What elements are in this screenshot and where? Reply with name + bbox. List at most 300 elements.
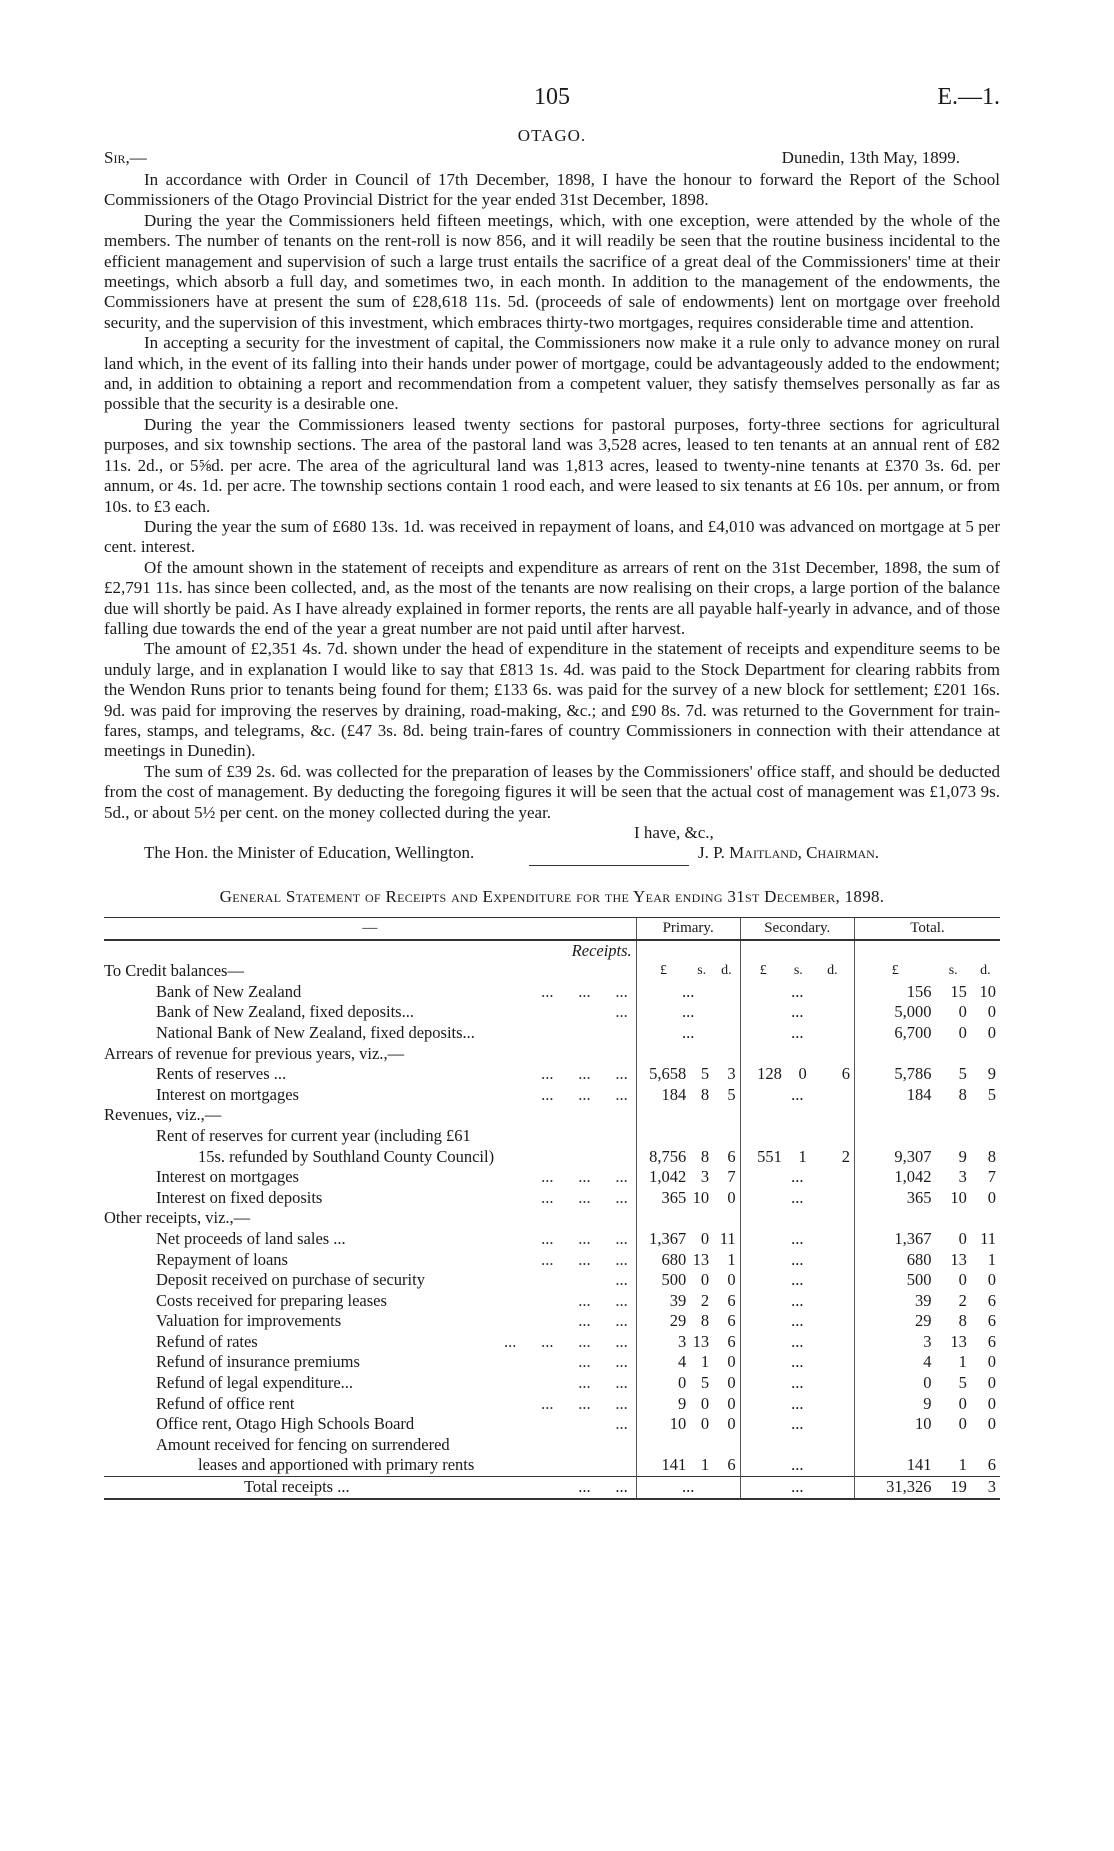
header-total: Total. <box>854 918 1000 940</box>
letter-body <box>104 170 1000 823</box>
total-pence: 10 <box>979 981 996 1001</box>
total-shillings: 13 <box>950 1249 967 1269</box>
total-pence: 9 <box>987 1064 996 1084</box>
leader-dots: ... ... ... <box>541 1064 628 1084</box>
secondary-value: ... <box>740 1023 854 1044</box>
secondary-value: ... <box>740 1394 854 1415</box>
total-shillings: 0 <box>958 1270 967 1290</box>
primary-pence <box>713 1044 740 1065</box>
leader-dots: ... <box>615 1002 628 1022</box>
secondary-pounds <box>740 1126 786 1147</box>
secondary-pence <box>811 1105 855 1126</box>
total-pounds: 10 <box>854 1414 935 1435</box>
row-label-text: Net proceeds of land sales ... <box>156 1228 346 1248</box>
statement-table <box>104 917 1000 1520</box>
secondary-shillings <box>786 1208 811 1229</box>
secondary-shillings: 0 <box>798 1064 807 1084</box>
paragraph: The amount of £2,351 4s. 7d. shown under the head of expenditure in the statement of receipts and expenditure seems to be unduly large, and in explanation I would like to say that £813 1s. 4d. was paid to the Stock Department for clearing rabbits from the Wendon Runs prior to tenants being found for them; £133 6s. was paid for the survey of a new block for settlement; £201 16s. 9d. was paid for improving the reserves by draining, road-making, &c.; and £90 8s. 7d. was returned to the Government for train-fares, stamps, and telegrams, &c. (£47 3s. 8d. being train-fares of country Commissioners in connection with their attendance at meetings in Dunedin). <box>104 639 1000 761</box>
primary-pounds <box>636 1435 690 1456</box>
letter-heading <box>104 148 1000 170</box>
total-pounds: 29 <box>854 1311 935 1332</box>
table-row <box>104 1044 1000 1065</box>
total-pence: 6 <box>987 1290 996 1310</box>
table-row <box>104 1064 1000 1085</box>
primary-value: ... <box>636 982 740 1003</box>
primary-pence: 0 <box>727 1352 736 1372</box>
primary-shillings: 10 <box>692 1187 710 1207</box>
table-row <box>104 1373 1000 1394</box>
total-shillings: 1 <box>958 1352 967 1372</box>
total-pence: 6 <box>987 1331 996 1351</box>
total-pence <box>971 1208 1000 1229</box>
row-label <box>104 961 636 982</box>
table-row <box>104 1126 1000 1147</box>
leader-dots: ... ... ... ... <box>503 1331 628 1351</box>
secondary-shillings <box>786 1105 811 1126</box>
primary-shillings: 13 <box>692 1249 710 1269</box>
table-row <box>104 1023 1000 1044</box>
total-shillings: 5 <box>958 1064 967 1084</box>
table-row <box>104 1455 1000 1476</box>
total-shillings: 9 <box>958 1146 967 1166</box>
secondary-value: ... <box>740 1250 854 1271</box>
primary-pence: 6 <box>727 1311 736 1331</box>
row-label <box>104 1291 636 1312</box>
closing-phrase: I have, &c., <box>634 823 714 842</box>
secondary-value: ... <box>740 1085 854 1106</box>
row-label <box>104 1250 636 1271</box>
total-pounds <box>854 1126 935 1147</box>
primary-shillings: 8 <box>700 1146 710 1166</box>
row-label <box>104 1373 636 1394</box>
total-shillings: 1 <box>958 1455 967 1475</box>
primary-pounds <box>636 1044 690 1065</box>
primary-shillings: 1 <box>700 1352 710 1372</box>
primary-shillings <box>690 1044 713 1065</box>
total-pounds: 5,000 <box>854 1002 935 1023</box>
primary-pounds: 365 <box>636 1188 690 1209</box>
total-pounds: 9,307 <box>854 1147 935 1168</box>
total-pence: 3 <box>971 1477 1000 1499</box>
secondary-pence <box>811 1208 855 1229</box>
bottom-rule <box>104 1499 1000 1521</box>
primary-pence: 0 <box>727 1373 736 1393</box>
paragraph: Of the amount shown in the statement of receipts and expenditure as arrears of rent on the 31st December, 1898, the sum of £2,791 11s. has since been collected, and, as the most of the tenants are now realising on their crops, a large portion of the balance due will shortly be paid. As I have already explained in former reports, the rents are all payable half-yearly in advance, and of those falling due towards the end of the year a great number are not paid until after harvest. <box>104 557 1000 638</box>
total-pence: 0 <box>987 1270 996 1290</box>
row-label-text: 15s. refunded by Southland County Council) <box>198 1146 495 1166</box>
primary-pence: 3 <box>727 1064 736 1084</box>
row-label <box>104 1311 636 1332</box>
row-label-text: Arrears of revenue for previous years, viz.,— <box>104 1043 405 1063</box>
table-row <box>104 1311 1000 1332</box>
primary-pounds: 5,658 <box>636 1064 690 1085</box>
table-row <box>104 1414 1000 1435</box>
row-label-text: Interest on mortgages <box>156 1167 299 1187</box>
table-row <box>104 961 1000 982</box>
row-label-text: Refund of office rent <box>156 1393 295 1413</box>
row-label-text: Repayment of loans <box>156 1249 288 1269</box>
secondary-value: ... <box>740 1455 854 1476</box>
table-row <box>104 1167 1000 1188</box>
primary-shillings <box>690 1126 713 1147</box>
total-pence <box>971 1126 1000 1147</box>
secondary-pounds <box>740 1435 786 1456</box>
leader-dots: ... ... ... <box>541 981 628 1001</box>
header-secondary: Secondary. <box>740 918 854 940</box>
total-label-text: Total receipts ... <box>244 1477 350 1497</box>
leader-dots: ... ... ... <box>541 1187 628 1207</box>
paragraph: During the year the Commissioners leased twenty sections for pastoral purposes, forty-three sections for agricultural purposes, and six township sections. The area of the pastoral land was 3,528 acres, leased to ten tenants at an annual rent of £82 11s. 2d., or 5⅝d. per acre. The area of the agricultural land was 1,813 acres, leased to twenty-nine tenants at £370 3s. 6d. per annum, or 4s. 1d. per acre. The township sections contain 1 rood each, and were leased to six tenants at £6 10s. per annum, or from 10s. to £3 each. <box>104 414 1000 516</box>
leader-dots: ... ... ... <box>541 1167 628 1187</box>
total-secondary: ... <box>740 1477 854 1499</box>
total-shillings: 13 <box>950 1331 967 1351</box>
row-label <box>104 982 636 1003</box>
primary-shillings: 5 <box>700 1064 710 1084</box>
secondary-pounds <box>740 1044 786 1065</box>
primary-pounds-unit: £ <box>636 961 690 982</box>
total-shillings <box>936 1126 971 1147</box>
total-pence <box>971 1044 1000 1065</box>
row-label <box>104 1105 636 1126</box>
total-shillings: 0 <box>958 1002 967 1022</box>
table-row <box>104 1147 1000 1168</box>
header-primary: Primary. <box>636 918 740 940</box>
primary-shillings: 0 <box>700 1414 710 1434</box>
secondary-value: ... <box>740 1291 854 1312</box>
row-label-text: leases and apportioned with primary rents <box>198 1455 475 1475</box>
table-row <box>104 1105 1000 1126</box>
primary-shillings <box>690 1208 713 1229</box>
total-pounds: 156 <box>854 982 935 1003</box>
total-pence <box>971 1435 1000 1456</box>
primary-pence: 6 <box>727 1290 736 1310</box>
row-label-text: To Credit balances— <box>104 961 244 981</box>
total-pounds <box>854 1044 935 1065</box>
total-shillings: 0 <box>958 1414 967 1434</box>
primary-shillings: 8 <box>700 1311 710 1331</box>
total-pounds: 1,367 <box>854 1229 935 1250</box>
row-label <box>104 1147 636 1168</box>
total-pounds: 39 <box>854 1291 935 1312</box>
total-pounds: 6,700 <box>854 1023 935 1044</box>
table-row <box>104 1208 1000 1229</box>
leader-dots: ... ... ... <box>541 1228 628 1248</box>
paragraph: The sum of £39 2s. 6d. was collected for the preparation of leases by the Commissioners' office staff, and should be deducted from the cost of management. By deducting the foregoing figures it will be seen that the actual cost of management was £1,073 9s. 5d., or about 5½ per cent. on the money collected during the year. <box>104 761 1000 822</box>
secondary-value: ... <box>740 1332 854 1353</box>
primary-pounds: 184 <box>636 1085 690 1106</box>
primary-pounds <box>636 1126 690 1147</box>
total-shillings: 10 <box>950 1187 967 1207</box>
row-label-text: Refund of rates <box>156 1331 258 1351</box>
addressee: The Hon. the Minister of Education, Wellington. <box>144 843 475 862</box>
primary-pence-unit: d. <box>721 963 732 979</box>
total-pence: 1 <box>987 1249 996 1269</box>
table-row <box>104 1394 1000 1415</box>
secondary-value: ... <box>740 982 854 1003</box>
leader-dots: ... <box>615 1414 628 1434</box>
place-date: Dunedin, 13th May, 1899. <box>781 148 960 167</box>
region-title: OTAGO. <box>517 126 587 145</box>
primary-pence: 0 <box>727 1393 736 1413</box>
primary-shillings: 8 <box>700 1084 710 1104</box>
table-row <box>104 982 1000 1003</box>
row-label-text: Costs received for preparing leases <box>156 1290 387 1310</box>
leader-dots: ... ... <box>578 1311 628 1331</box>
primary-shillings: 2 <box>700 1290 710 1310</box>
row-label <box>104 1435 636 1456</box>
total-pounds <box>854 1105 935 1126</box>
row-label <box>104 1044 636 1065</box>
total-shillings <box>936 1208 971 1229</box>
header-blank: — <box>104 918 636 940</box>
secondary-value: ... <box>740 1311 854 1332</box>
total-shillings: 0 <box>958 1393 967 1413</box>
primary-shillings <box>690 1105 713 1126</box>
total-shillings: 2 <box>958 1290 967 1310</box>
primary-pounds: 141 <box>636 1455 690 1476</box>
primary-pounds: 9 <box>636 1394 690 1415</box>
secondary-pounds <box>740 1105 786 1126</box>
primary-pence: 0 <box>727 1414 736 1434</box>
divider <box>104 1499 1000 1521</box>
primary-pence <box>713 1208 740 1229</box>
row-label-text: Valuation for improvements <box>156 1311 342 1331</box>
section-label: Receipts. <box>571 940 632 960</box>
primary-pounds: 3 <box>636 1332 690 1353</box>
primary-shillings: 0 <box>700 1270 710 1290</box>
table-row <box>104 1188 1000 1209</box>
primary-pounds: 29 <box>636 1311 690 1332</box>
primary-pence: 5 <box>727 1084 736 1104</box>
document-page <box>104 74 1000 1520</box>
primary-pence <box>713 1105 740 1126</box>
total-pence: 7 <box>987 1167 996 1187</box>
secondary-shillings: 1 <box>798 1146 807 1166</box>
total-primary: ... <box>636 1477 740 1499</box>
page-header <box>104 74 1000 114</box>
primary-pounds <box>636 1208 690 1229</box>
total-pounds: 500 <box>854 1270 935 1291</box>
total-pounds <box>854 1208 935 1229</box>
table-row <box>104 1332 1000 1353</box>
total-pounds: 9 <box>854 1394 935 1415</box>
statement-title: General Statement of Receipts and Expenditure for the Year ending 31st December, 1898. <box>219 887 885 906</box>
row-label-text: National Bank of New Zealand, fixed deposits... <box>156 1022 475 1042</box>
total-pence: 8 <box>987 1146 996 1166</box>
letter-closing <box>104 823 1000 863</box>
row-label-text: Bank of New Zealand, fixed deposits... <box>156 1002 414 1022</box>
primary-pence: 6 <box>727 1146 736 1166</box>
total-shillings: 0 <box>958 1022 967 1042</box>
total-pence-unit: d. <box>980 963 991 979</box>
leader-dots: ... ... <box>578 1477 628 1497</box>
primary-pounds: 8,756 <box>636 1147 690 1168</box>
row-label <box>104 1352 636 1373</box>
row-label-text: Interest on mortgages <box>156 1084 299 1104</box>
secondary-value: ... <box>740 1352 854 1373</box>
total-shillings: 8 <box>958 1084 967 1104</box>
secondary-shillings <box>786 1435 811 1456</box>
table-row <box>104 1085 1000 1106</box>
total-shillings-unit: s. <box>948 963 958 979</box>
secondary-shillings-unit: s. <box>793 963 803 979</box>
primary-pence: 0 <box>727 1270 736 1290</box>
row-label <box>104 1332 636 1353</box>
secondary-value: ... <box>740 1373 854 1394</box>
total-pounds: 3 <box>854 1332 935 1353</box>
document-code: E.—1. <box>937 84 1000 110</box>
table-row <box>104 1002 1000 1023</box>
secondary-pounds <box>740 1208 786 1229</box>
row-label <box>104 1064 636 1085</box>
page-number: 105 <box>534 84 570 110</box>
row-label-text: Other receipts, viz.,— <box>104 1208 251 1228</box>
row-label <box>104 1188 636 1209</box>
paragraph: During the year the Commissioners held fifteen meetings, which, with one exception, were attended by the whole of the members. The number of tenants on the rent-roll is now 856, and it will readily be seen that the routine business incidental to the efficient management and supervision of such a large trust entails the sacrifice of a great deal of the Commissioners' time at their meetings, which absorb a full day, and sometimes two, in each month. In addition to the management of the endowments, the Commissioners have at present the sum of £28,618 11s. 5d. (proceeds of sale of endowments) lent on mortgage over freehold security, and the supervision of this investment, which embraces thirty-two mortgages, requires considerable time and attention. <box>104 210 1000 332</box>
leader-dots: ... ... ... <box>541 1084 628 1104</box>
primary-shillings: 3 <box>700 1167 710 1187</box>
total-shillings <box>936 1105 971 1126</box>
total-shillings: 5 <box>958 1373 967 1393</box>
total-pounds: 680 <box>854 1250 935 1271</box>
total-pounds: 0 <box>854 1373 935 1394</box>
total-pence: 0 <box>987 1373 996 1393</box>
leader-dots: ... <box>615 1270 628 1290</box>
primary-shillings: 0 <box>700 1228 710 1248</box>
row-label <box>104 1270 636 1291</box>
primary-pounds: 500 <box>636 1270 690 1291</box>
primary-value: ... <box>636 1002 740 1023</box>
total-shillings: 0 <box>958 1228 967 1248</box>
primary-pence: 0 <box>727 1187 736 1207</box>
secondary-pence-unit: d. <box>827 963 838 979</box>
row-label <box>104 1394 636 1415</box>
total-pence: 5 <box>987 1084 996 1104</box>
primary-shillings <box>690 1435 713 1456</box>
secondary-pence: 6 <box>841 1064 850 1084</box>
row-label <box>104 1085 636 1106</box>
secondary-value: ... <box>740 1188 854 1209</box>
secondary-value: ... <box>740 1002 854 1023</box>
row-label <box>104 1126 636 1147</box>
total-pence: 0 <box>987 1393 996 1413</box>
total-pounds-unit: £ <box>854 961 935 982</box>
secondary-pence <box>811 1435 855 1456</box>
primary-pounds: 1,367 <box>636 1229 690 1250</box>
total-label <box>104 1477 636 1499</box>
total-pounds <box>854 1435 935 1456</box>
row-label-text: Revenues, viz.,— <box>104 1105 222 1125</box>
primary-pence: 11 <box>719 1228 736 1248</box>
row-label-text: Interest on fixed deposits <box>156 1187 323 1207</box>
total-pence: 0 <box>987 1187 996 1207</box>
secondary-shillings <box>786 1044 811 1065</box>
total-pounds: 31,326 <box>854 1477 935 1499</box>
total-pence: 0 <box>987 1352 996 1372</box>
secondary-pounds: 128 <box>740 1064 786 1085</box>
row-label-text: Amount received for fencing on surrendered <box>156 1434 450 1454</box>
leader-dots: ... ... <box>578 1352 628 1372</box>
row-label-text: Office rent, Otago High Schools Board <box>156 1414 415 1434</box>
row-label-text: Refund of insurance premiums <box>156 1352 360 1372</box>
secondary-pence: 2 <box>841 1146 850 1166</box>
row-label <box>104 1208 636 1229</box>
table-row <box>104 1291 1000 1312</box>
total-pence <box>971 1105 1000 1126</box>
primary-pounds <box>636 1105 690 1126</box>
row-label-text: Deposit received on purchase of security <box>156 1270 425 1290</box>
leader-dots: ... ... <box>578 1290 628 1310</box>
total-pence: 11 <box>980 1228 996 1248</box>
table-row <box>104 1229 1000 1250</box>
row-label-text: Refund of legal expenditure... <box>156 1373 354 1393</box>
total-shillings: 3 <box>958 1167 967 1187</box>
signature: J. P. Maitland, Chairman. <box>698 843 880 862</box>
total-pence: 0 <box>987 1022 996 1042</box>
primary-pounds: 39 <box>636 1291 690 1312</box>
secondary-value: ... <box>740 1414 854 1435</box>
primary-pence: 7 <box>727 1167 736 1187</box>
row-label-text: Bank of New Zealand <box>156 981 302 1001</box>
primary-value: ... <box>636 1023 740 1044</box>
secondary-pounds-unit: £ <box>740 961 786 982</box>
total-row <box>104 1477 1000 1499</box>
total-pence: 0 <box>987 1414 996 1434</box>
leader-dots: ... ... <box>578 1373 628 1393</box>
primary-shillings: 5 <box>700 1373 710 1393</box>
total-pounds: 184 <box>854 1085 935 1106</box>
total-shillings <box>936 1044 971 1065</box>
total-pounds: 365 <box>854 1188 935 1209</box>
row-label <box>104 1229 636 1250</box>
secondary-pence <box>811 1044 855 1065</box>
paragraph: During the year the sum of £680 13s. 1d. was received in repayment of loans, and £4,010 was advanced on mortgage at 5 per cent. interest. <box>104 516 1000 557</box>
row-label <box>104 1414 636 1435</box>
secondary-value: ... <box>740 1167 854 1188</box>
total-shillings: 19 <box>936 1477 971 1499</box>
paragraph: In accepting a security for the investment of capital, the Commissioners now make it a rule only to advance money on rural land which, in the event of its falling into their hands under power of mortgage, could be advantageously added to the endowment; and, in addition to obtaining a report and recommendation from a competent valuer, they satisfy themselves personally as far as possible that the security is a desirable one. <box>104 333 1000 414</box>
row-label <box>104 1023 636 1044</box>
primary-pounds: 10 <box>636 1414 690 1435</box>
total-pounds: 141 <box>854 1455 935 1476</box>
table-row <box>104 1270 1000 1291</box>
primary-shillings: 1 <box>700 1455 710 1475</box>
secondary-shillings <box>786 1126 811 1147</box>
total-pounds: 4 <box>854 1352 935 1373</box>
primary-pence <box>713 1126 740 1147</box>
secondary-pence <box>811 1126 855 1147</box>
secondary-value: ... <box>740 1270 854 1291</box>
primary-pence: 1 <box>727 1249 736 1269</box>
total-pence: 0 <box>987 1002 996 1022</box>
primary-pounds: 0 <box>636 1373 690 1394</box>
primary-pence <box>713 1435 740 1456</box>
section-label-row <box>104 940 1000 962</box>
table-row <box>104 1435 1000 1456</box>
total-pence: 6 <box>987 1455 996 1475</box>
table-row <box>104 1250 1000 1271</box>
leader-dots: ... ... ... <box>541 1393 628 1413</box>
row-label <box>104 1455 636 1476</box>
salutation: Sir,— <box>104 148 147 167</box>
table-row <box>104 1352 1000 1373</box>
primary-shillings: 13 <box>692 1331 710 1351</box>
secondary-value: ... <box>740 1229 854 1250</box>
leader-dots: ... ... ... <box>541 1249 628 1269</box>
row-label <box>104 1167 636 1188</box>
total-shillings <box>936 1435 971 1456</box>
paragraph: In accordance with Order in Council of 17th December, 1898, I have the honour to forward the Report of the School Commissioners of the Otago Provincial District for the year ended 31st December, 1898. <box>104 170 1000 210</box>
